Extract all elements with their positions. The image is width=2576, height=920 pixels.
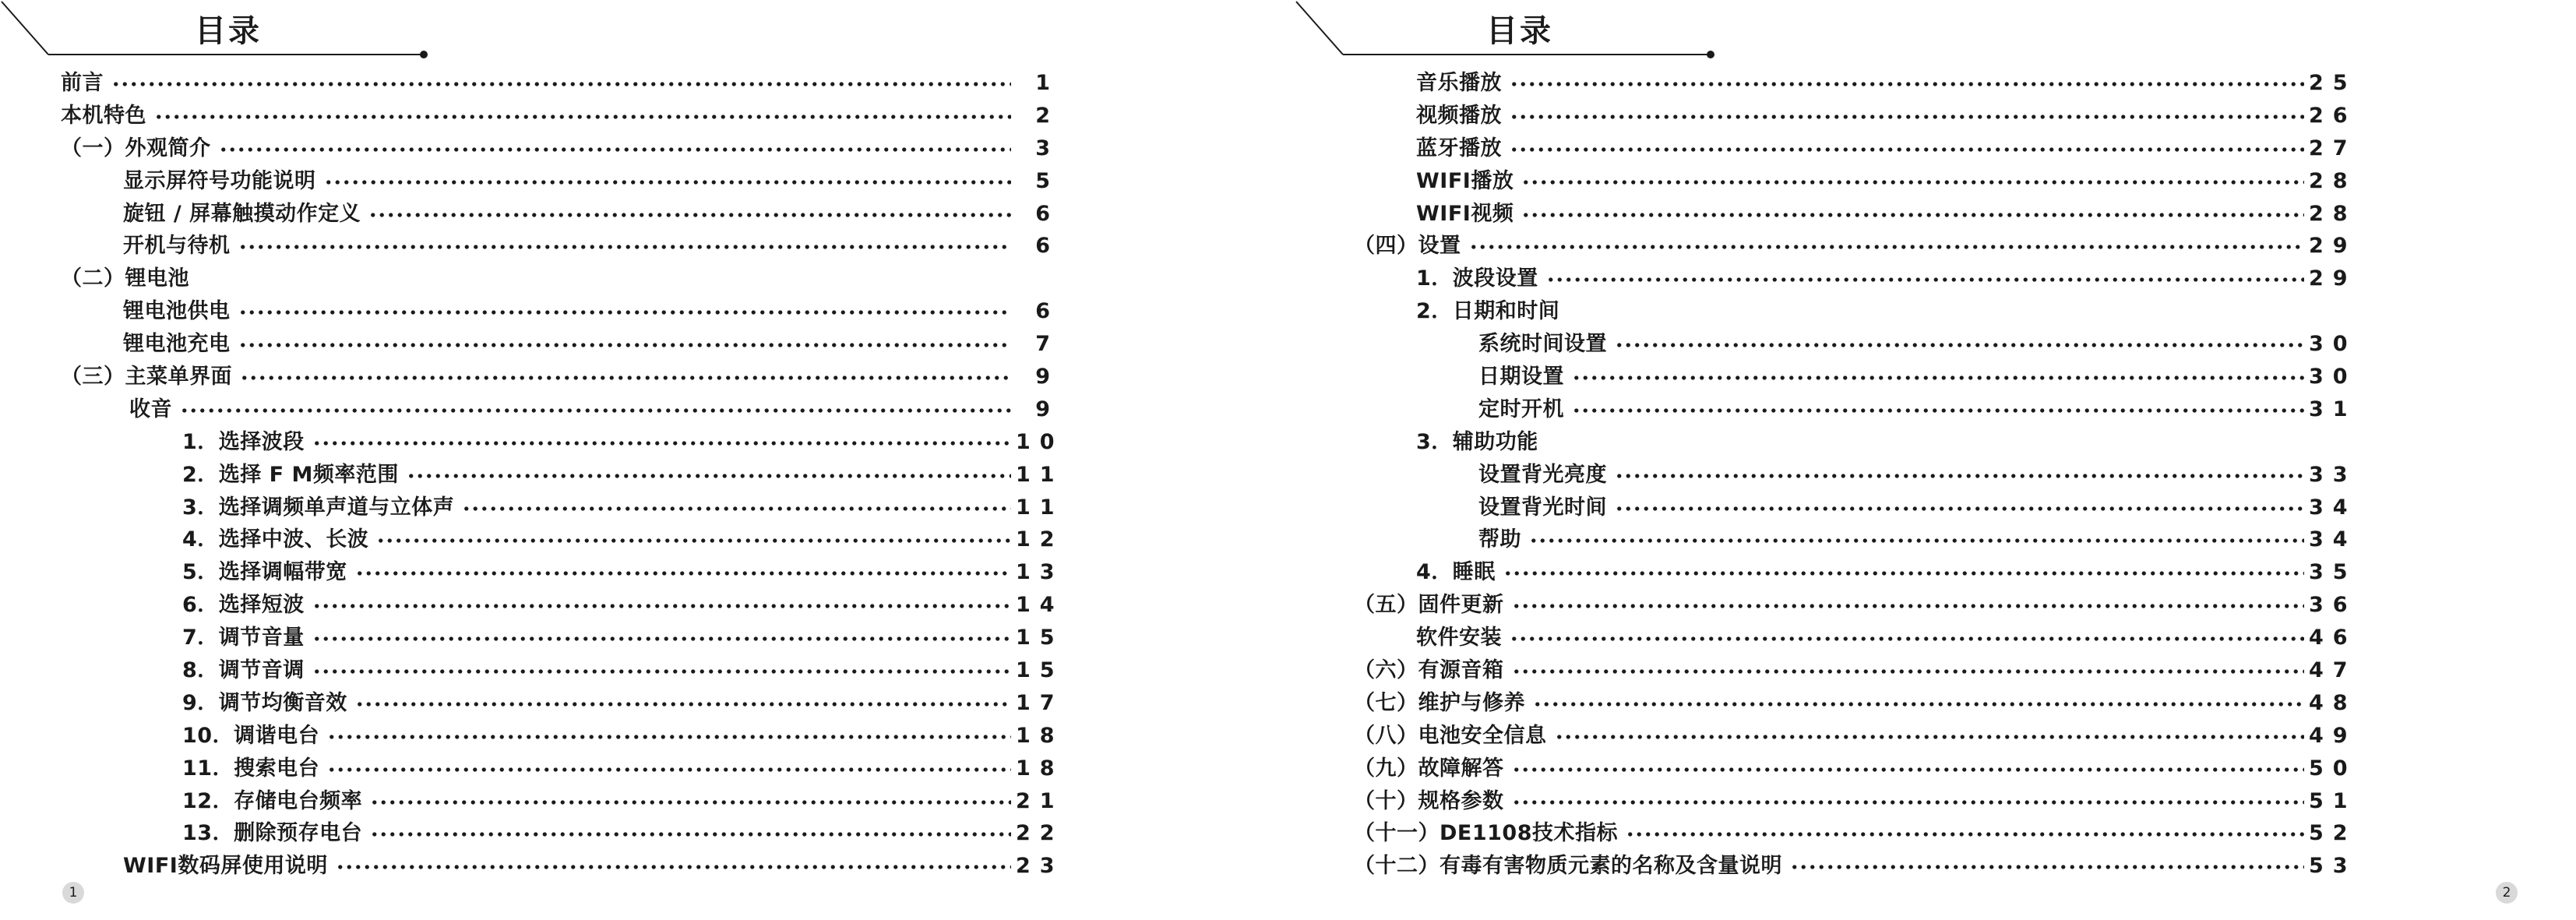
toc-entry-page: 49 bbox=[2309, 723, 2357, 748]
toc-entry-page: 14 bbox=[1016, 593, 1064, 618]
toc-entry-label: 设置背光亮度 bbox=[1478, 462, 1607, 487]
dot-leader bbox=[1510, 115, 2304, 119]
toc-page-right bbox=[1288, 0, 2576, 920]
toc-entry-label: 13．删除预存电台 bbox=[182, 821, 363, 846]
toc-entry-label: 1．波段设置 bbox=[1416, 266, 1538, 291]
toc-entry-label: （五）固件更新 bbox=[1354, 593, 1504, 618]
toc-entry-page: 23 bbox=[1016, 854, 1064, 879]
dot-leader bbox=[1503, 571, 2304, 576]
toc-entry[interactable] bbox=[61, 459, 1064, 492]
dot-leader bbox=[312, 604, 1011, 608]
dot-leader bbox=[327, 767, 1011, 772]
toc-entry[interactable] bbox=[61, 230, 1059, 263]
toc-entry-label: 帮助 bbox=[1478, 527, 1521, 552]
toc-entry-label: 7．调节音量 bbox=[182, 626, 305, 650]
toc-entry-label: 11．搜索电台 bbox=[182, 756, 320, 781]
toc-entry-page: 30 bbox=[2309, 365, 2357, 390]
toc-entry-label: （八）电池安全信息 bbox=[1354, 723, 1547, 748]
toc-entry-page: 51 bbox=[2309, 788, 2357, 813]
dot-leader bbox=[1529, 538, 2304, 543]
toc-entry-page: 26 bbox=[2309, 103, 2357, 128]
toc-entry-page: 31 bbox=[2309, 397, 2357, 421]
toc-entry[interactable] bbox=[61, 295, 1059, 328]
toc-entry[interactable] bbox=[1354, 523, 2357, 556]
toc-entry-label: 8．调节音调 bbox=[182, 658, 305, 683]
toc-entry-page: 48 bbox=[2309, 690, 2357, 715]
toc-entry-page: 1 bbox=[1035, 71, 1059, 95]
toc-entry-label: 本机特色 bbox=[61, 103, 146, 128]
dot-leader bbox=[1512, 604, 2305, 608]
toc-entry-label: 6．选择短波 bbox=[182, 593, 305, 618]
toc-entry[interactable] bbox=[1354, 556, 2357, 589]
toc-entry[interactable] bbox=[61, 523, 1064, 556]
toc-entry-label: 5．选择调幅带宽 bbox=[182, 560, 347, 585]
toc-entry-label: 显示屏符号功能说明 bbox=[123, 168, 316, 193]
toc-entry-label: 3．选择调频单声道与立体声 bbox=[182, 495, 455, 520]
dot-leader bbox=[370, 832, 1011, 837]
dot-leader bbox=[1615, 506, 2304, 511]
toc-title: 目录 bbox=[1486, 13, 1553, 49]
toc-entry[interactable] bbox=[61, 361, 1059, 393]
toc-entry-page: 50 bbox=[2309, 756, 2357, 781]
toc-entry-label: 旋钮 / 屏幕触摸动作定义 bbox=[123, 201, 361, 226]
dot-leader bbox=[370, 800, 1011, 805]
toc-entry[interactable] bbox=[1354, 67, 2357, 100]
toc-entry-page: 27 bbox=[2309, 136, 2357, 160]
toc-entry[interactable] bbox=[61, 622, 1064, 654]
dot-leader bbox=[312, 669, 1011, 674]
toc-entry-page: 6 bbox=[1035, 299, 1059, 324]
toc-entry[interactable] bbox=[1354, 132, 2357, 165]
toc-entry[interactable] bbox=[1354, 198, 2357, 231]
toc-entry[interactable] bbox=[61, 753, 1064, 785]
toc-entry[interactable] bbox=[61, 393, 1059, 426]
dot-leader bbox=[462, 506, 1011, 511]
toc-section-heading[interactable] bbox=[1354, 426, 2343, 459]
dot-leader bbox=[355, 571, 1011, 576]
page-number-badge: 2 bbox=[2496, 882, 2518, 904]
toc-entry[interactable] bbox=[1354, 720, 2357, 753]
toc-entry[interactable] bbox=[1354, 850, 2357, 883]
toc-entry-label: （十一）DE1108技术指标 bbox=[1354, 821, 1619, 846]
toc-entry-page: 29 bbox=[2309, 266, 2357, 291]
toc-entry-label: 1．选择波段 bbox=[182, 429, 305, 454]
toc-entry-page: 52 bbox=[2309, 821, 2357, 846]
toc-entry-page: 11 bbox=[1016, 495, 1064, 520]
dot-leader bbox=[376, 538, 1011, 543]
toc-entry-page: 9 bbox=[1035, 397, 1059, 421]
toc-entry[interactable] bbox=[61, 687, 1064, 720]
toc-entry-label: 前言 bbox=[61, 71, 104, 95]
dot-leader bbox=[1572, 375, 2304, 380]
toc-entry[interactable] bbox=[1354, 654, 2357, 687]
toc-entry-label: （四）设置 bbox=[1354, 234, 1461, 259]
toc-entry[interactable] bbox=[61, 589, 1064, 622]
toc-entry-page: 25 bbox=[2309, 71, 2357, 95]
toc-entry-page: 28 bbox=[2309, 168, 2357, 193]
toc-entry-page: 33 bbox=[2309, 462, 2357, 487]
toc-entry[interactable] bbox=[1354, 100, 2357, 132]
toc-entry-label: 系统时间设置 bbox=[1478, 332, 1607, 357]
toc-entry-page: 6 bbox=[1035, 234, 1059, 259]
dot-leader bbox=[1572, 408, 2304, 413]
toc-entry-label: 收音 bbox=[129, 397, 172, 421]
toc-entry-label: 3．辅助功能 bbox=[1416, 429, 1538, 454]
toc-entry[interactable] bbox=[61, 328, 1059, 361]
toc-entry[interactable] bbox=[61, 654, 1064, 687]
toc-entry[interactable] bbox=[61, 132, 1059, 165]
dot-leader bbox=[407, 474, 1011, 478]
toc-entry-page: 34 bbox=[2309, 527, 2357, 552]
dot-leader bbox=[1615, 343, 2304, 347]
dot-leader bbox=[1512, 767, 2305, 772]
toc-entry-page: 18 bbox=[1016, 723, 1064, 748]
toc-entry-page: 10 bbox=[1016, 429, 1064, 454]
dot-leader bbox=[111, 82, 1011, 86]
toc-entry-page: 34 bbox=[2309, 495, 2357, 520]
toc-entry[interactable] bbox=[1354, 492, 2357, 524]
dot-leader bbox=[1533, 702, 2304, 707]
toc-entry-label: 音乐播放 bbox=[1416, 71, 1502, 95]
dot-leader bbox=[1790, 865, 2304, 869]
toc-entry[interactable] bbox=[61, 720, 1064, 753]
toc-entry-label: 蓝牙播放 bbox=[1416, 136, 1502, 160]
dot-leader bbox=[324, 180, 1012, 185]
dot-leader bbox=[1510, 147, 2304, 152]
dot-leader bbox=[1615, 474, 2304, 478]
dot-leader bbox=[1521, 180, 2304, 185]
page-number-badge: 1 bbox=[62, 882, 84, 904]
dot-leader bbox=[1512, 669, 2305, 674]
toc-entry[interactable] bbox=[1354, 817, 2357, 850]
toc-entry[interactable] bbox=[1354, 393, 2357, 426]
toc-entry-page: 2 bbox=[1035, 103, 1059, 128]
toc-entry-page: 18 bbox=[1016, 756, 1064, 781]
dot-leader bbox=[238, 245, 1012, 249]
toc-entry-label: WIFI播放 bbox=[1416, 168, 1514, 193]
toc-entry-label: 锂电池供电 bbox=[123, 299, 231, 324]
dot-leader bbox=[1546, 277, 2304, 282]
toc-entry-page: 12 bbox=[1016, 527, 1064, 552]
dot-leader bbox=[312, 441, 1011, 446]
toc-entry-page: 30 bbox=[2309, 332, 2357, 357]
toc-entry-page: 3 bbox=[1035, 136, 1059, 160]
dot-leader bbox=[368, 213, 1011, 217]
toc-entry-page: 22 bbox=[1016, 821, 1064, 846]
toc-title: 目录 bbox=[195, 13, 262, 49]
toc-entry-page: 15 bbox=[1016, 626, 1064, 650]
toc-entry-page: 46 bbox=[2309, 626, 2357, 650]
toc-entry[interactable] bbox=[1354, 263, 2357, 295]
toc-entry-page: 35 bbox=[2309, 560, 2357, 585]
dot-leader bbox=[1510, 636, 2304, 641]
toc-entry-label: 4．睡眠 bbox=[1416, 560, 1496, 585]
toc-entry-label: 日期设置 bbox=[1478, 365, 1564, 390]
toc-entry-label: 2．日期和时间 bbox=[1416, 299, 1560, 324]
toc-entry-label: （十二）有毒有害物质元素的名称及含量说明 bbox=[1354, 854, 1782, 879]
toc-entry-label: 定时开机 bbox=[1478, 397, 1564, 421]
toc-list bbox=[1354, 67, 2357, 883]
toc-entry-page: 9 bbox=[1035, 365, 1059, 390]
toc-entry-label: 4．选择中波、长波 bbox=[182, 527, 369, 552]
toc-entry-page: 15 bbox=[1016, 658, 1064, 683]
toc-entry-label: （七）维护与修养 bbox=[1354, 690, 1525, 715]
toc-entry-page: 7 bbox=[1035, 332, 1059, 357]
toc-entry[interactable] bbox=[61, 100, 1059, 132]
toc-section-heading[interactable] bbox=[61, 263, 1050, 295]
toc-entry-page: 5 bbox=[1035, 168, 1059, 193]
toc-entry-label: （十）规格参数 bbox=[1354, 788, 1504, 813]
dot-leader bbox=[1469, 245, 2305, 249]
toc-entry-page: 13 bbox=[1016, 560, 1064, 585]
dot-leader bbox=[238, 343, 1012, 347]
dot-leader bbox=[336, 865, 1011, 869]
toc-entry[interactable] bbox=[61, 817, 1064, 850]
toc-entry-page: 21 bbox=[1016, 788, 1064, 813]
toc-entry-page: 6 bbox=[1035, 201, 1059, 226]
toc-section-heading[interactable] bbox=[1354, 295, 2343, 328]
toc-entry[interactable] bbox=[1354, 622, 2357, 654]
toc-entry[interactable] bbox=[1354, 753, 2357, 785]
toc-entry-label: 视频播放 bbox=[1416, 103, 1502, 128]
dot-leader bbox=[1555, 735, 2305, 739]
toc-entry-label: （一）外观简介 bbox=[61, 136, 211, 160]
toc-entry[interactable] bbox=[61, 556, 1064, 589]
dot-leader bbox=[327, 735, 1011, 739]
toc-entry-label: （二）锂电池 bbox=[61, 266, 189, 291]
toc-entry[interactable] bbox=[1354, 328, 2357, 361]
toc-entry-page: 28 bbox=[2309, 201, 2357, 226]
dot-leader bbox=[180, 408, 1011, 413]
toc-entry-label: WIFI数码屏使用说明 bbox=[123, 854, 328, 879]
toc-entry[interactable] bbox=[1354, 230, 2357, 263]
toc-entry[interactable] bbox=[61, 426, 1064, 459]
toc-entry[interactable] bbox=[1354, 165, 2357, 198]
dot-leader bbox=[312, 636, 1011, 641]
toc-entry-label: WIFI视频 bbox=[1416, 201, 1514, 226]
toc-entry-label: 设置背光时间 bbox=[1478, 495, 1607, 520]
toc-entry-page: 29 bbox=[2309, 234, 2357, 259]
toc-entry[interactable] bbox=[61, 785, 1064, 818]
dot-leader bbox=[1521, 213, 2304, 217]
toc-entry-page: 11 bbox=[1016, 462, 1064, 487]
toc-entry-page: 36 bbox=[2309, 593, 2357, 618]
toc-entry[interactable] bbox=[61, 492, 1064, 524]
dot-leader bbox=[1512, 800, 2305, 805]
toc-entry-label: 12．存储电台频率 bbox=[182, 788, 363, 813]
toc-entry-label: 2．选择 F M频率范围 bbox=[182, 462, 399, 487]
toc-entry[interactable] bbox=[1354, 459, 2357, 492]
dot-leader bbox=[1510, 82, 2304, 86]
toc-entry[interactable] bbox=[1354, 589, 2357, 622]
dot-leader bbox=[1626, 832, 2304, 837]
toc-entry[interactable] bbox=[61, 198, 1059, 231]
dot-leader bbox=[219, 147, 1012, 152]
dot-leader bbox=[154, 115, 1011, 119]
toc-entry-page: 53 bbox=[2309, 854, 2357, 879]
toc-entry[interactable] bbox=[1354, 687, 2357, 720]
toc-entry-label: 10．调谐电台 bbox=[182, 723, 320, 748]
dot-leader bbox=[238, 310, 1012, 315]
toc-entry-label: 软件安装 bbox=[1416, 626, 1502, 650]
dot-leader bbox=[355, 702, 1011, 707]
toc-entry-label: （六）有源音箱 bbox=[1354, 658, 1504, 683]
toc-entry[interactable] bbox=[61, 850, 1064, 883]
toc-entry[interactable] bbox=[1354, 785, 2357, 818]
toc-entry-label: （三）主菜单界面 bbox=[61, 365, 232, 390]
toc-entry[interactable] bbox=[61, 165, 1059, 198]
dot-leader bbox=[240, 375, 1011, 380]
toc-entry-page: 47 bbox=[2309, 658, 2357, 683]
toc-entry[interactable] bbox=[1354, 361, 2357, 393]
toc-list bbox=[61, 67, 1064, 883]
toc-entry-label: （九）故障解答 bbox=[1354, 756, 1504, 781]
toc-entry-label: 9．调节均衡音效 bbox=[182, 690, 347, 715]
toc-entry-label: 锂电池充电 bbox=[123, 332, 231, 357]
toc-entry-label: 开机与待机 bbox=[123, 234, 231, 259]
toc-entry[interactable] bbox=[61, 67, 1059, 100]
toc-entry-page: 17 bbox=[1016, 690, 1064, 715]
